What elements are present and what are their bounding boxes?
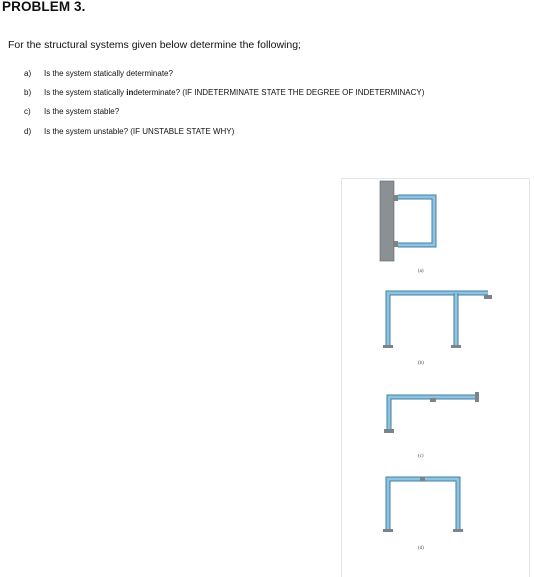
question-b — [24, 88, 424, 97]
structure-b — [383, 293, 492, 348]
roller-support — [430, 398, 436, 402]
question-text-post: determinate? (IF INDETERMINATE STATE THE DEGREE OF INDETERMINACY) — [133, 88, 425, 97]
problem-heading: PROBLEM 3. — [2, 0, 86, 14]
question-a — [24, 69, 173, 78]
frame-member-fill — [388, 293, 488, 345]
question-text: Is the system unstable? (IF UNSTABLE STATE WHY) — [44, 127, 235, 136]
question-text-bold: in — [126, 88, 134, 97]
frame-member — [388, 479, 458, 529]
end-support — [475, 392, 479, 402]
structure-d — [383, 477, 463, 532]
pin-connection — [394, 195, 398, 201]
frame-member — [388, 293, 488, 345]
question-text: Is the system statically determinate? — [44, 69, 173, 78]
structure-figures-drawing — [342, 179, 529, 577]
base-support — [384, 429, 394, 433]
wall-support — [380, 181, 394, 261]
figure-caption-b: (b) — [418, 361, 424, 366]
question-marker: d) — [24, 127, 32, 136]
figure-caption-c: (c) — [418, 454, 424, 459]
frame-member-fill — [388, 479, 458, 529]
question-text-pre: Is the system statically — [44, 88, 127, 97]
hinge — [420, 477, 425, 481]
question-c — [24, 107, 119, 116]
question-marker: c) — [24, 107, 31, 116]
base-support — [453, 529, 463, 532]
structure-c — [384, 392, 479, 433]
intro-text: For the structural systems given below determine the following; — [8, 39, 301, 51]
base-support — [383, 345, 393, 348]
question-marker: a) — [24, 69, 32, 78]
pin-connection — [394, 241, 398, 247]
structure-figures — [341, 178, 530, 577]
question-text: Is the system stable? — [44, 107, 120, 116]
structure-a — [380, 181, 434, 261]
question-marker: b) — [24, 88, 32, 97]
frame-member-fill — [398, 197, 434, 245]
frame-member — [398, 197, 434, 245]
figure-caption-a: (a) — [418, 269, 424, 274]
figure-caption-d: (d) — [418, 546, 424, 551]
base-support — [383, 529, 393, 532]
base-support — [451, 345, 461, 348]
end-support — [484, 295, 492, 299]
question-d — [24, 127, 234, 136]
